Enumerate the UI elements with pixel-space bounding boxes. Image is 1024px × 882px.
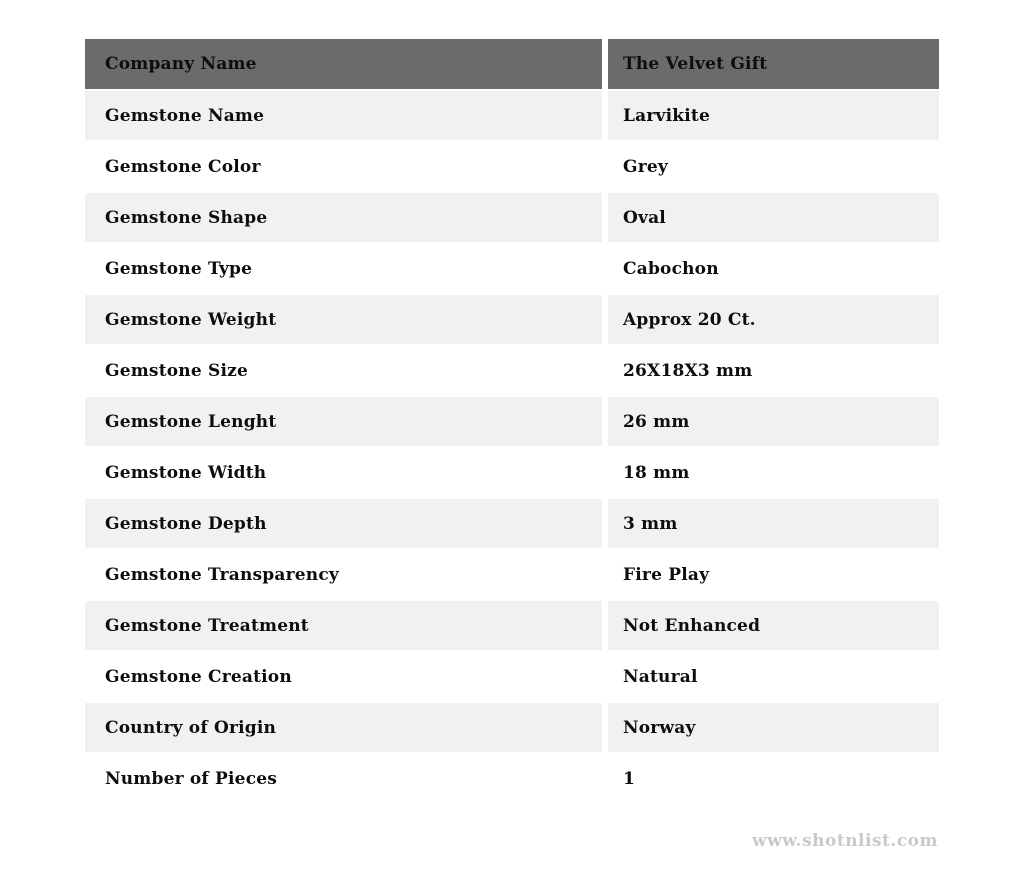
table-body bbox=[85, 91, 939, 803]
table-row bbox=[85, 703, 939, 752]
row-value-cell: Larvikite bbox=[608, 91, 939, 140]
table-row bbox=[85, 346, 939, 395]
row-label-cell: Gemstone Treatment bbox=[85, 601, 602, 650]
table-row bbox=[85, 601, 939, 650]
table-row bbox=[85, 499, 939, 548]
table-row bbox=[85, 652, 939, 701]
row-label-cell: Gemstone Weight bbox=[85, 295, 602, 344]
table-row bbox=[85, 244, 939, 293]
row-value-cell: Fire Play bbox=[608, 550, 939, 599]
table-row bbox=[85, 295, 939, 344]
row-value-cell: Cabochon bbox=[608, 244, 939, 293]
header-value-cell: The Velvet Gift bbox=[608, 39, 939, 89]
row-label-cell: Gemstone Width bbox=[85, 448, 602, 497]
row-label-cell: Number of Pieces bbox=[85, 754, 602, 803]
row-label-cell: Gemstone Color bbox=[85, 142, 602, 191]
row-value-cell: Approx 20 Ct. bbox=[608, 295, 939, 344]
table-header-row bbox=[85, 39, 939, 89]
row-label-cell: Gemstone Depth bbox=[85, 499, 602, 548]
row-label-cell: Country of Origin bbox=[85, 703, 602, 752]
table-row bbox=[85, 91, 939, 140]
header-label-cell: Company Name bbox=[85, 39, 602, 89]
row-value-cell: Grey bbox=[608, 142, 939, 191]
table-row bbox=[85, 397, 939, 446]
row-label-cell: Gemstone Creation bbox=[85, 652, 602, 701]
row-value-cell: Not Enhanced bbox=[608, 601, 939, 650]
row-value-cell: 3 mm bbox=[608, 499, 939, 548]
gemstone-spec-table bbox=[85, 39, 939, 805]
row-label-cell: Gemstone Size bbox=[85, 346, 602, 395]
row-label-cell: Gemstone Name bbox=[85, 91, 602, 140]
table-row bbox=[85, 550, 939, 599]
watermark-text: www.shotnlist.com bbox=[751, 831, 938, 851]
row-value-cell: 26 mm bbox=[608, 397, 939, 446]
row-value-cell: Natural bbox=[608, 652, 939, 701]
row-value-cell: Norway bbox=[608, 703, 939, 752]
row-label-cell: Gemstone Type bbox=[85, 244, 602, 293]
row-label-cell: Gemstone Lenght bbox=[85, 397, 602, 446]
table-row bbox=[85, 754, 939, 803]
table-row bbox=[85, 193, 939, 242]
table-row bbox=[85, 142, 939, 191]
row-value-cell: 1 bbox=[608, 754, 939, 803]
row-value-cell: 26X18X3 mm bbox=[608, 346, 939, 395]
row-label-cell: Gemstone Transparency bbox=[85, 550, 602, 599]
row-value-cell: Oval bbox=[608, 193, 939, 242]
table-row bbox=[85, 448, 939, 497]
row-label-cell: Gemstone Shape bbox=[85, 193, 602, 242]
row-value-cell: 18 mm bbox=[608, 448, 939, 497]
